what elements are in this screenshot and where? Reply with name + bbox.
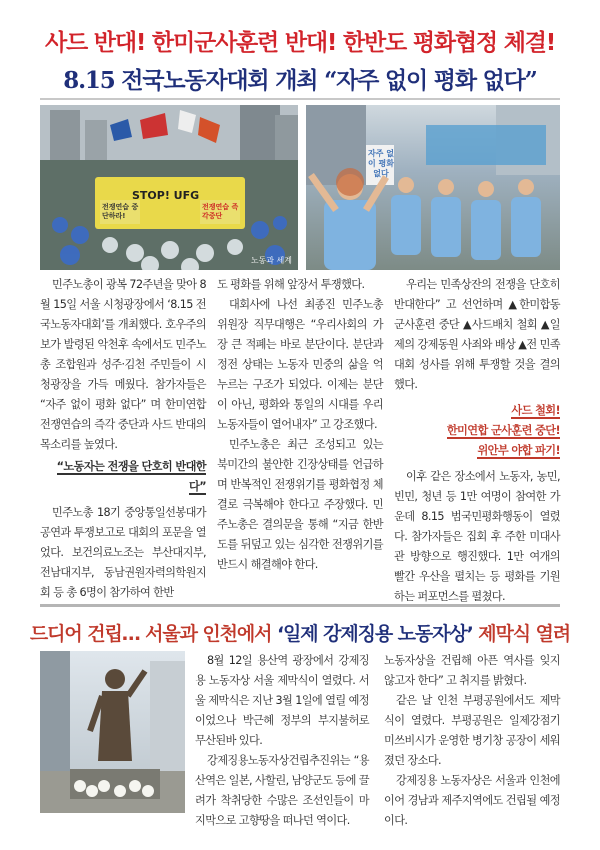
article1-paragraph: 민주노총이 광복 72주년을 맞아 8월 15일 서울 시청광장에서 ‘8.15 전국노동자대회’를 개최했다. 호우주의보가 발령된 악천후 속에서도 민주노총 조합원과 성주·김천 주민들이 시청광장을 가득 메웠다. 참가자들은 “자주 없이 평화 없다” 며 한미연합 전쟁연습의 즉각 중단과 사드 반대의 목소리를 높였다. bbox=[40, 278, 206, 451]
article1-paragraph: 민주노총은 최근 조성되고 있는 북미간의 불안한 긴장상태를 언급하며 반복적인 전쟁위기를 평화협정 체결로 극복해야 한다고 주장했다. 민주노총은 결의문을 통해 “지금 한반도를 뒤덮고 있는 심각한 전쟁위기를 반드시 해결해야 한다. bbox=[217, 438, 383, 571]
banner-main-text: STOP! UFG bbox=[132, 189, 200, 202]
article2-paragraph: 같은 날 인천 부평공원에서도 제막식이 열렸다. 부평공원은 일제강점기 미쓰비시가 운영한 병기창 공장이 세워졌던 장소다. bbox=[384, 694, 560, 767]
pullquote2-line: 한미연합 군사훈련 중단! bbox=[446, 424, 560, 437]
article2-paragraph: 8월 12일 용산역 광장에서 강제징용 노동자상 서울 제막식이 열렸다. 서울 제막식은 지난 3월 1일에 열릴 예정이었으나 박근혜 정부의 부지불허로 무산된바 있다. bbox=[195, 654, 369, 747]
article1-pullquote bbox=[40, 457, 206, 497]
article1-column-2 bbox=[217, 275, 383, 575]
pullquote-text: “노동자는 전쟁을 단호히 반대한다” bbox=[56, 460, 206, 493]
article1-column-1 bbox=[40, 275, 206, 603]
article1-paragraph: 대회사에 나선 최종진 민주노총 위원장 직무대행은 “우리사회의 가장 큰 적폐는 바로 분단이다. 분단과 정전 상태는 노동자 민중의 삶을 억누르는 구조가 되었다. 이제는 분단이 아닌, 평화와 통일의 시대를 우리 노동자들이 열어내자” 고 강조했다. bbox=[217, 298, 383, 431]
article2-title-prefix: 드디어 건립… 서울과 인천에서 bbox=[29, 623, 277, 645]
article2-title bbox=[0, 619, 600, 646]
banner-right-text: 전쟁연습 즉각중단 bbox=[202, 203, 239, 220]
performance-photo-illustration bbox=[306, 105, 560, 270]
article2-paragraph: 강제징용노동자상건립추진위는 “용산역은 일본, 사할린, 남양군도 등에 끌려가 착취당한 수많은 조선인들이 마지막으로 고향땅을 떠나던 역이다. bbox=[195, 754, 369, 827]
photo-sign-text: 자주 없이 평화 없다 bbox=[368, 149, 394, 178]
pullquote2-line: 위안부 야합 파기! bbox=[477, 444, 560, 457]
banner-left-text: 전쟁연습 중단하라! bbox=[102, 203, 139, 220]
rally-photo-performance bbox=[306, 105, 560, 270]
headline: 사드 반대! 한미군사훈련 반대! 한반도 평화협정 체결! bbox=[44, 30, 556, 56]
article2-column-1 bbox=[195, 651, 369, 831]
article1-paragraph: 이후 같은 장소에서 노동자, 농민, 빈민, 청년 등 1만 여명이 참여한 가운데 8.15 범국민평화행동이 열렸다. 참가자들은 집회 후 주한 미대사관 방향으로 행진했다. 1만 여개의 빨간 우산을 펼치는 등 평화를 기원하는 퍼포먼스를 펼쳤다. bbox=[394, 470, 560, 603]
article2-column-2 bbox=[384, 651, 560, 831]
subheadline: 8.15 전국노동자대회 개최 “자주 없이 평화 없다” bbox=[63, 67, 537, 94]
rally-photo-rain bbox=[40, 105, 298, 270]
article1-paragraph: 우리는 민족상잔의 전쟁을 단호히 반대한다” 고 선언하며 ▲한미합동 군사훈련 중단 ▲사드배치 철회 ▲일제의 강제동원 사죄와 배상 ▲전 민족대회 성사를 위해 투쟁할 것을 결의했다. bbox=[394, 278, 560, 391]
article1-column-3 bbox=[394, 275, 560, 607]
statue-photo-illustration bbox=[40, 651, 185, 813]
statue-photo bbox=[40, 651, 185, 813]
photo-credit: 노동과 세계 bbox=[250, 256, 292, 265]
section-divider bbox=[40, 604, 560, 607]
article2-paragraph: 강제징용 노동자상은 서울과 인천에 이어 경남과 제주지역에도 건립될 예정이다. bbox=[384, 774, 560, 827]
article2-title-suffix: 제막식 열려 bbox=[472, 623, 571, 645]
article2-paragraph: 노동자상을 건립해 아픈 역사를 잊지 않고자 한다” 고 취지를 밝혔다. bbox=[384, 654, 560, 687]
article2-title-highlight: ‘일제 강제징용 노동자상’ bbox=[276, 623, 473, 645]
article1-paragraph: 도 평화를 위해 앞장서 투쟁했다. bbox=[217, 278, 365, 291]
pullquote2-line: 사드 철회! bbox=[511, 404, 560, 417]
article1-paragraph: 민주노총 18기 중앙통일선봉대가 공연과 투쟁보고로 대회의 포문을 열었다. 보건의료노조는 부산대지부, 전남대지부, 동남권원자력의학원지회 등 총 6명이 참가하여 한반 bbox=[40, 506, 206, 599]
header-rule bbox=[40, 98, 560, 100]
article1-pullquote-2 bbox=[394, 401, 560, 461]
rally-photo-illustration bbox=[40, 105, 298, 270]
